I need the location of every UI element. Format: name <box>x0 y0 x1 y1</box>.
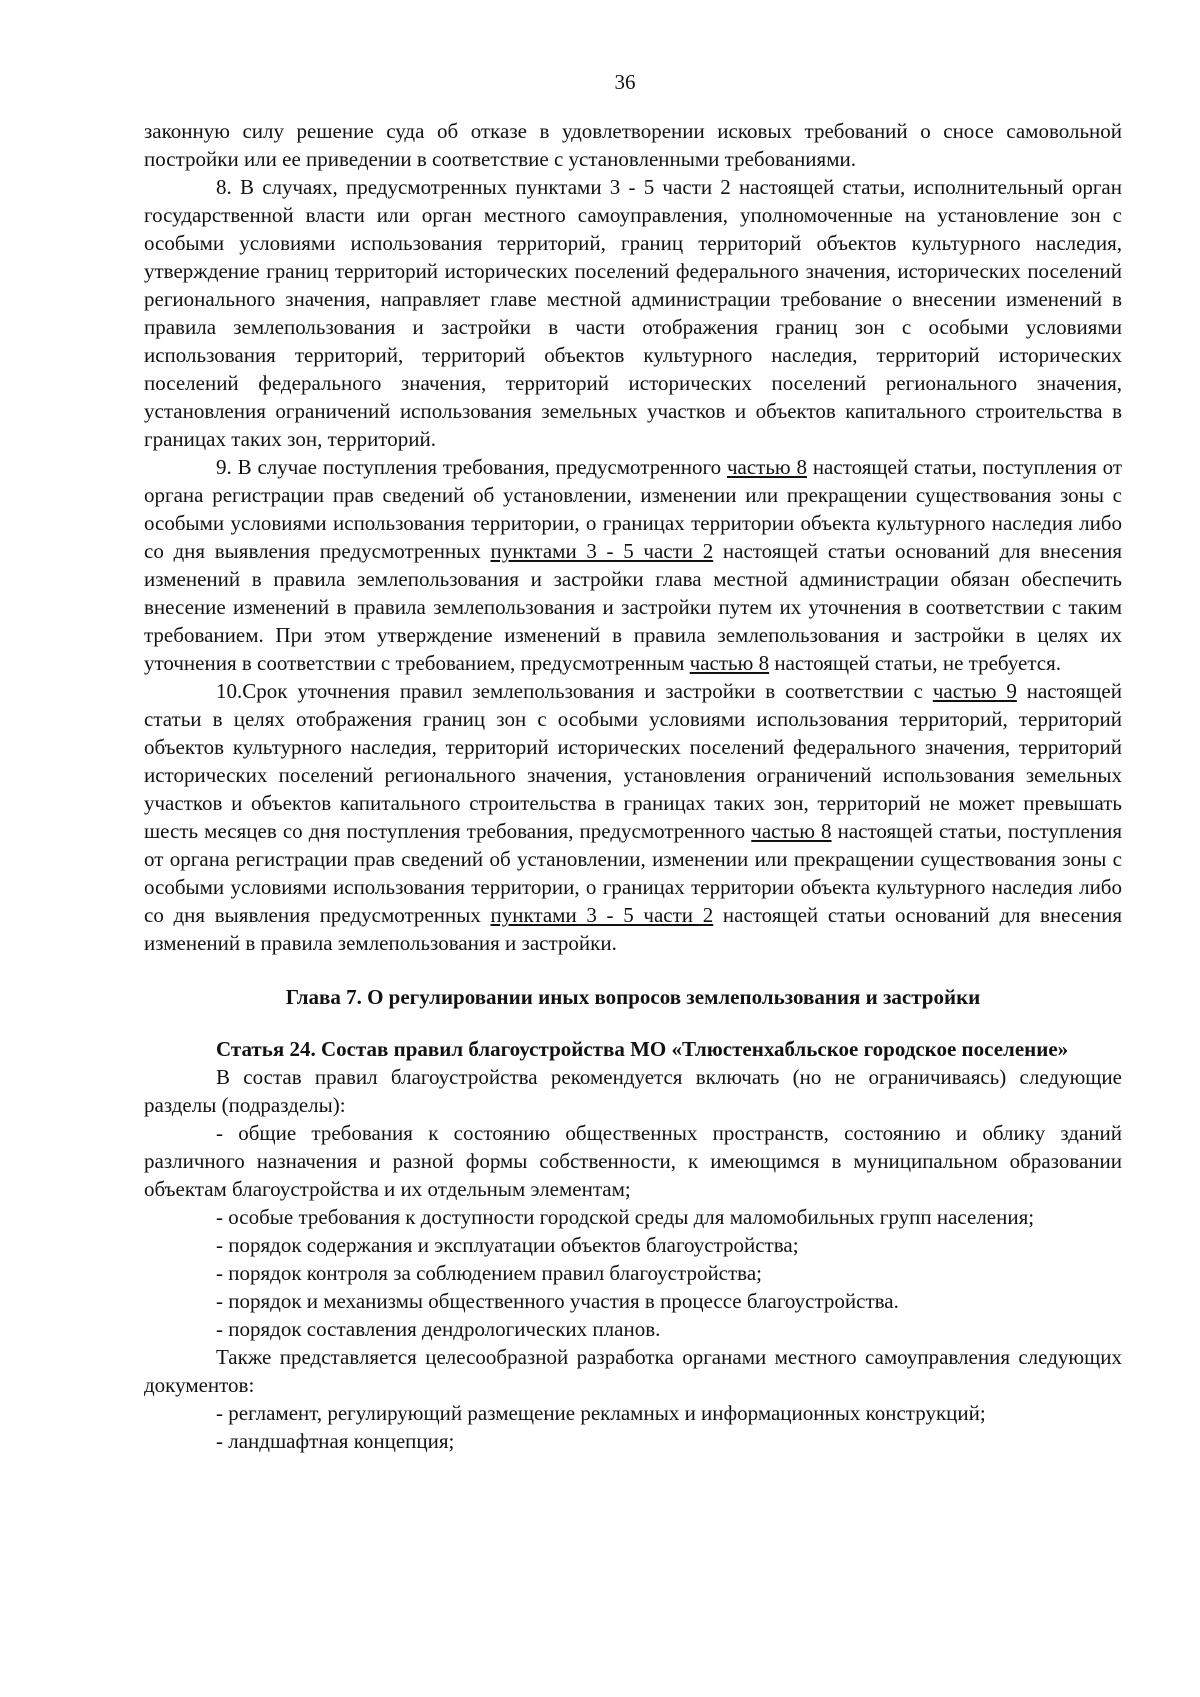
list-item: - порядок содержания и эксплуатации объектов благоустройства; <box>216 1233 799 1257</box>
reference-link-items-3-5[interactable]: пунктами 3 - 5 части 2 <box>490 903 714 927</box>
article-title: Статья 24. Состав правил благоустройства МО «Тлюстенхабльское городское поселение» <box>216 1037 1069 1061</box>
paragraph-9-text-4: настоящей статьи, не требуется. <box>769 651 1062 675</box>
reference-link-part-9[interactable]: частью 9 <box>932 679 1017 703</box>
article-intro: В состав правил благоустройства рекомендуется включать (но не ограничиваясь) следующие разделы (подразделы): <box>144 1065 1122 1117</box>
list-item: - порядок и механизмы общественного участия в процессе благоустройства. <box>216 1289 899 1313</box>
paragraph-8: 8. В случаях, предусмотренных пунктами 3 - 5 части 2 настоящей статьи, исполнительный орган государственной власти или орган местного самоуправления, уполномоченные на установление зон с особыми условиями использования территорий, границ территорий объектов культурного наследия, утверждение границ территорий исторических поселений федерального значения, исторических поселений регионального значения, направляет главе местной администрации требование о внесении изменений в правила землепользования и застройки в части отображения границ зон с особыми условиями использования территорий, территорий объектов культурного наследия, территорий исторических поселений федерального значения, территорий исторических поселений регионального значения, установления ограничений использования земельных участков и объектов капитального строительства в границах таких зон, территорий. <box>144 175 1122 451</box>
paragraph-10 <box>144 677 1122 957</box>
paragraph-10-text-2: настоящей статьи в целях отображения границ зон с особыми условиями использования территорий, территорий объектов культурного наследия, территорий исторических поселений федерального значения, территорий исторических поселений регионального значения, установления ограничений использования земельных участков и объектов капитального строительства в границах таких зон, территорий не может превышать шесть месяцев со дня поступления требования, предусмотренного <box>144 679 1122 843</box>
list-item: - особые требования к доступности городской среды для маломобильных групп населения; <box>216 1205 1035 1229</box>
list-item: - регламент, регулирующий размещение рекламных и информационных конструкций; <box>216 1401 986 1425</box>
chapter-title: Глава 7. О регулировании иных вопросов землепользования и застройки <box>285 985 981 1009</box>
paragraph-10-text-1: 10.Срок уточнения правил землепользования и застройки в соответствии с <box>216 679 933 703</box>
page-number: 36 <box>614 70 636 94</box>
reference-link-items-3-5[interactable]: пунктами 3 - 5 части 2 <box>490 539 714 563</box>
article-also: Также представляется целесообразной разработка органами местного самоуправления следующих документов: <box>144 1345 1122 1397</box>
paragraph-continuation: законную силу решение суда об отказе в удовлетворении исковых требований о сносе самовольной постройки или ее приведении в соответствие с установленными требованиями. <box>144 119 1122 171</box>
paragraph-9-text-1: 9. В случае поступления требования, предусмотренного <box>216 455 727 479</box>
paragraph-10-text-3: настоящей статьи, поступления от органа регистрации прав сведений об установлении, изменении или прекращении существования зоны с особыми условиями использования территории, о границах территории объекта культурного наследия либо со дня выявления предусмотренных <box>144 819 1122 927</box>
paragraph-10-text-4: настоящей статьи оснований для внесения изменений в правила землепользования и застройки. <box>144 903 1122 955</box>
reference-link-part-8[interactable]: частью 8 <box>689 651 770 675</box>
reference-link-part-8[interactable]: частью 8 <box>726 455 807 479</box>
reference-link-part-8[interactable]: частью 8 <box>751 819 832 843</box>
document-body <box>144 117 1122 1455</box>
list-item: - общие требования к состоянию общественных пространств, состоянию и облику зданий различного назначения и разной формы собственности, к имеющимся в муниципальном образовании объектам благоустройства и их отдельным элементам; <box>144 1121 1122 1201</box>
paragraph-9 <box>144 453 1122 677</box>
paragraph-9-text-3: настоящей статьи оснований для внесения изменений в правила землепользования и застройки глава местной администрации обязан обеспечить внесение изменений в правила землепользования и застройки путем их уточнения в соответствии с таким требованием. При этом утверждение изменений в правила землепользования и застройки в целях их уточнения в соответствии с требованием, предусмотренным <box>144 539 1122 675</box>
list-item: - порядок контроля за соблюдением правил благоустройства; <box>216 1261 762 1285</box>
paragraph-9-text-2: настоящей статьи, поступления от органа регистрации прав сведений об установлении, изменении или прекращении существования зоны с особыми условиями использования территории, о границах территории объекта культурного наследия либо со дня выявления предусмотренных <box>144 455 1122 563</box>
list-item: - ландшафтная концепция; <box>216 1429 455 1453</box>
list-item: - порядок составления дендрологических планов. <box>216 1317 661 1341</box>
